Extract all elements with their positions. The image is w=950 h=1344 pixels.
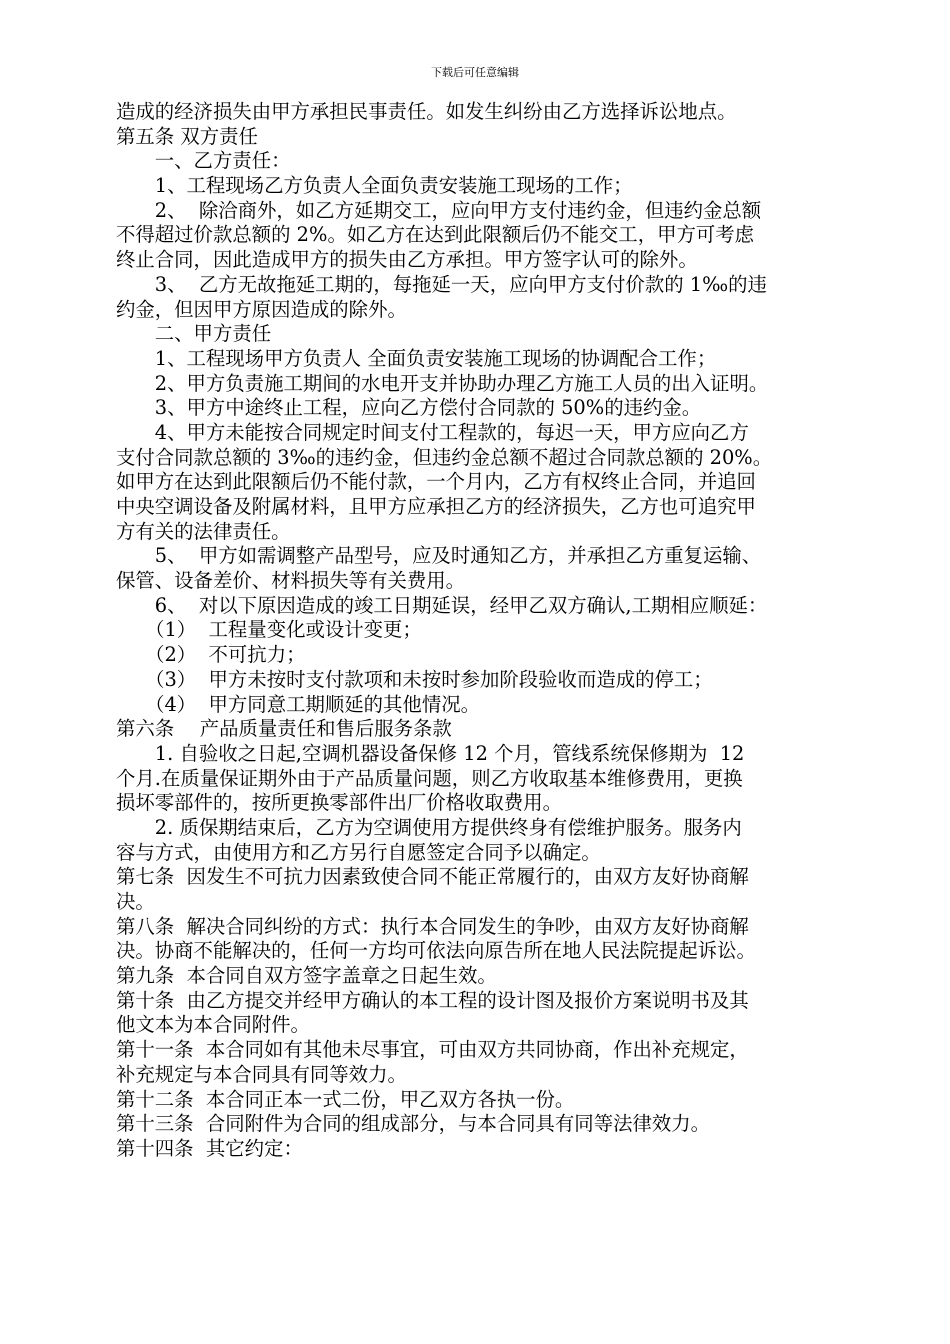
text-line: 补充规定与本合同具有同等效力。 — [116, 1062, 407, 1086]
text-line: 2. 质保期结束后，乙方为空调使用方提供终身有偿维护服务。服务内 — [116, 815, 742, 839]
text-line: 第六条 产品质量责任和售后服务条款 — [116, 717, 452, 741]
text-line: （2） 不可抗力； — [116, 643, 306, 667]
page-header-note: 下载后可任意编辑 — [431, 66, 519, 79]
text-line: 造成的经济损失由甲方承担民事责任。如发生纠纷由乙方选择诉讼地点。 — [116, 100, 737, 123]
text-line: 3、 乙方无故拖延工期的，每拖延一天，应向甲方支付价款的 1‰的违 — [116, 272, 767, 296]
text-line: （3） 甲方未按时支付款项和未按时参加阶段验收而造成的停工； — [116, 667, 713, 691]
text-line: 中央空调设备及附属材料，且甲方应承担乙方的经济损失，乙方也可追究甲 — [116, 495, 756, 518]
text-line: 保管、设备差价、材料损失等有关费用。 — [116, 569, 466, 593]
text-line: 2、甲方负责施工期间的水电开支并协助办理乙方施工人员的出入证明。 — [116, 371, 769, 395]
text-line: 终止合同，因此造成甲方的损失由乙方承担。甲方签字认可的除外。 — [116, 248, 698, 272]
text-line: 支付合同款总额的 3‰的违约金，但违约金总额不超过合同款总额的 20%。 — [116, 445, 773, 469]
text-line: 3、甲方中途终止工程，应向乙方偿付合同款的 50%的违约金。 — [116, 396, 702, 420]
contract-body — [116, 100, 906, 1162]
text-line: 第十一条 本合同如有其他未尽事宜，可由双方共同协商，作出补充规定， — [116, 1038, 749, 1062]
text-line: 1. 自验收之日起,空调机器设备保修 12 个月，管线系统保修期为 12 — [116, 741, 745, 765]
text-line: 第十条 由乙方提交并经甲方确认的本工程的设计图及报价方案说明书及其 — [116, 988, 749, 1012]
text-line: 第十四条 其它约定： — [116, 1136, 303, 1160]
text-line: 第十二条 本合同正本一式二份，甲乙双方各执一份。 — [116, 1087, 575, 1111]
text-line: 一、乙方责任： — [116, 149, 291, 173]
text-line: 决。 — [116, 890, 155, 913]
text-line: 第五条 双方责任 — [116, 124, 258, 148]
text-line: 1、工程现场甲方负责人 全面负责安装施工现场的协调配合工作； — [116, 346, 717, 370]
text-line: 1、工程现场乙方负责人全面负责安装施工现场的工作； — [116, 174, 633, 198]
text-line: 第八条 解决合同纠纷的方式：执行本合同发生的争吵，由双方友好协商解 — [116, 914, 749, 938]
text-line: 二、甲方责任 — [116, 322, 272, 346]
text-line: 决。协商不能解决的，任何一方均可依法向原告所在地人民法院提起诉讼。 — [116, 939, 756, 963]
text-line: 4、甲方未能按合同规定时间支付工程款的，每迟一天，甲方应向乙方 — [116, 420, 749, 444]
text-line: 他文本为本合同附件。 — [116, 1013, 310, 1037]
text-line: 如甲方在达到此限额后仍不能付款，一个月内，乙方有权终止合同，并追回 — [116, 470, 756, 494]
text-line: 约金，但因甲方原因造成的除外。 — [116, 297, 407, 321]
text-line: 6、 对以下原因造成的竣工日期延误，经甲乙双方确认,工期相应顺延： — [116, 593, 768, 617]
text-line: 容与方式，由使用方和乙方另行自愿签定合同予以确定。 — [116, 840, 601, 864]
text-line: 个月.在质量保证期外由于产品质量问题，则乙方收取基本维修费用，更换 — [116, 766, 743, 790]
text-line: 5、 甲方如需调整产品型号，应及时通知乙方，并承担乙方重复运输、 — [116, 544, 762, 568]
text-line: 第九条 本合同自双方签字盖章之日起生效。 — [116, 964, 497, 988]
text-line: （1） 工程量变化或设计变更； — [116, 618, 422, 642]
text-line: 损坏零部件的，按所更换零部件出厂价格收取费用。 — [116, 791, 562, 815]
text-line: 第七条 因发生不可抗力因素致使合同不能正常履行的，由双方友好协商解 — [116, 865, 749, 889]
text-line: （4） 甲方同意工期顺延的其他情况。 — [116, 692, 480, 716]
text-line: 第十三条 合同附件为合同的组成部分，与本合同具有同等法律效力。 — [116, 1112, 711, 1136]
text-line: 2、 除洽商外，如乙方延期交工，应向甲方支付违约金，但违约金总额 — [116, 198, 762, 222]
text-line: 不得超过价款总额的 2%。如乙方在达到此限额后仍不能交工，甲方可考虑 — [116, 223, 755, 247]
text-line: 方有关的法律责任。 — [116, 519, 291, 543]
